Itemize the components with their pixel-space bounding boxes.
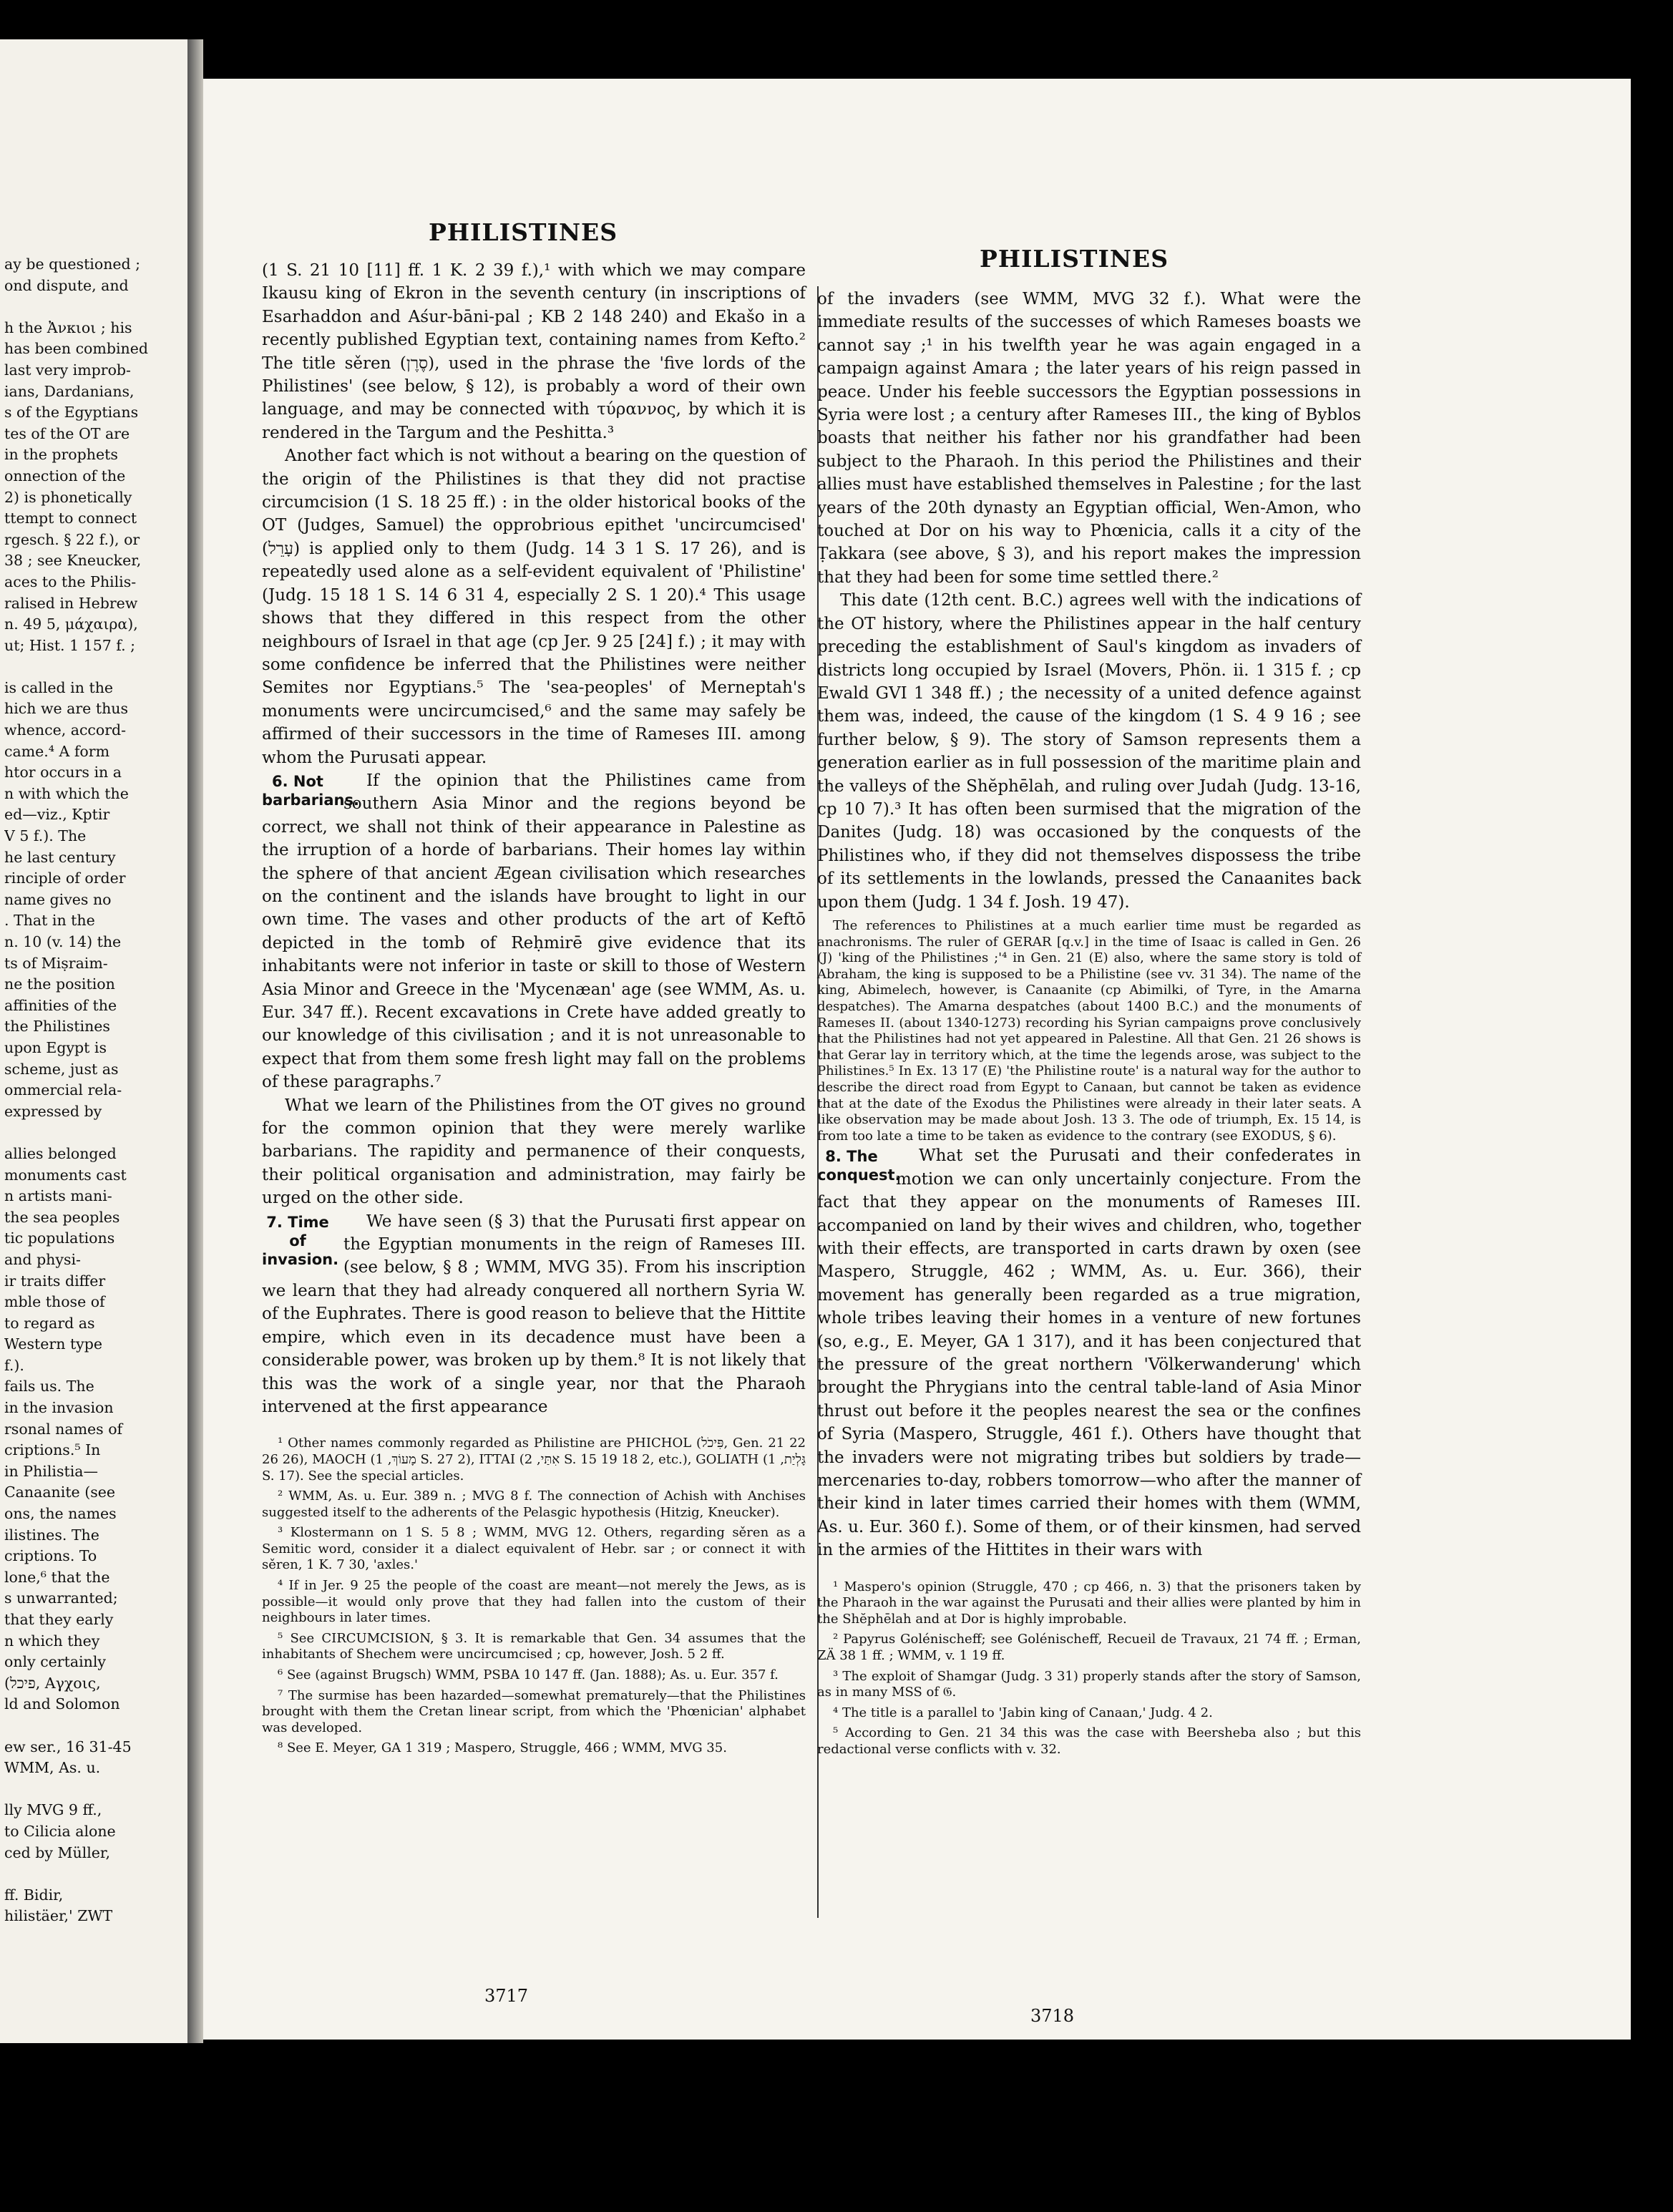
- fragment-line: to Cilicia alone: [4, 1822, 116, 1840]
- footnote: ⁴ The title is a parallel to 'Jabin king of Canaan,' Judg. 4 2.: [833, 1705, 1213, 1720]
- fragment-line: [4, 296, 185, 318]
- fragment-line: [4, 656, 185, 678]
- fragment-line: n with which the: [4, 784, 129, 802]
- fragment-line: he last century: [4, 848, 116, 866]
- fragment-line: came.⁴ A form: [4, 742, 110, 760]
- running-head-left: PHILISTINES: [429, 218, 618, 246]
- page-number-left: 3717: [484, 1986, 529, 2006]
- left-fragment-column: [4, 254, 185, 1927]
- footnote: ² Papyrus Golénischeff; see Golénischeff, Recueil de Travaux, 21 74 ff. ; Erman, ZÄ 38 1 ff. ; WMM, v. 1 19 ff.: [817, 1632, 1361, 1663]
- fragment-line: ommercial rela-: [4, 1081, 122, 1099]
- fragment-line: whence, accord-: [4, 721, 127, 739]
- paragraph-text: What set the Purusati and their confederates in motion we can only uncertainly conjecture. From the fact that they appear on the monuments of Rameses III. accompanied on land by their wives and children, who, together with their effects, are transported in carts drawn by oxen (see Maspero, Struggle, 462 ; WMM, As. u. Eur. 366), their movement has generally been regarded as a true migration, whole tribes leaving their homes in a venture of new fortunes (so, e.g., E. Meyer, GA 1 317), and it has been conjectured that the pressure of the great northern 'Völkerwanderung' which brought the Phrygians into the central table-land of Asia Minor thrust out before it the peoples nearest the sea or the confines of Syria (Maspero, Struggle, 461 f.). Others have thought that the invaders were not migrating tribes but soldiers by trade—mercenaries to-day, robbers tomorrow—who after the manner of their kind in later times carried their homes with them (WMM, As. u. Eur. 360 f.). Some of them, or of their kinsmen, had served in the armies of the Hittites in their wars with: [817, 1146, 1361, 1560]
- fragment-line: n which they: [4, 1632, 100, 1650]
- fragment-line: upon Egypt is: [4, 1038, 107, 1056]
- fragment-line: that they early: [4, 1611, 114, 1628]
- fragment-line: to regard as: [4, 1314, 95, 1332]
- fragment-line: in the invasion: [4, 1399, 114, 1417]
- fragment-line: V 5 f.). The: [4, 827, 87, 845]
- fragment-line: ralised in Hebrew: [4, 594, 138, 612]
- fragment-line: WMM, As. u.: [4, 1759, 101, 1777]
- fragment-line: ff. Bidir,: [4, 1886, 64, 1904]
- page-spread: [203, 79, 1631, 2040]
- fragment-line: the sea peoples: [4, 1208, 120, 1226]
- footnote: ² WMM, As. u. Eur. 389 n. ; MVG 8 f. The connection of Achish with Anchises suggested itself to the adherents of the Pelasgic hypothesis (Hitzig, Kneucker).: [262, 1489, 806, 1520]
- fragment-line: rgesch. § 22 f.), or: [4, 530, 140, 548]
- fragment-line: [4, 1122, 185, 1144]
- column-left: [262, 259, 806, 1757]
- paragraph: (1 S. 21 10 [11] ff. 1 K. 2 39 f.),¹ with which we may compare Ikausu king of Ekron in the seventh century (in inscriptions of Esarhaddon and Aśur-bāni-pal ; KB 2 148 240) and Ekašo in a recently published Egyptian text, containing names from Kefto.² The title sěren (סֶרֶן), used in the phrase the 'five lords of the Philistines' (see below, § 12), is probably a word of their own language, and may be connected with τύραννος, by which it is rendered in the Targum and the Peshitta.³: [262, 261, 806, 442]
- fragment-line: ed—viz., Kptir: [4, 806, 110, 824]
- sidenote: 8. The conquest.: [817, 1148, 901, 1184]
- fragment-line: tic populations: [4, 1229, 115, 1247]
- paragraph: of the invaders (see WMM, MVG 32 f.). What were the immediate results of the successes of which Rameses boasts we cannot say ;¹ in his twelfth year he was again engaged in a campaign against Amara ; the later years of his reign passed in peace. Under his feeble successors the Egyptian possessions in Syria were lost ; a century after Rameses III., the king of Byblos boasts that neither his father nor his grandfather had been subject to the Pharaoh. In this period the Philistines and their allies must have established themselves in Palestine ; for the last years of the 20th dynasty an Egyptian official, Wen-Amon, who touched at Dor on his way to Phœnicia, calls it a city of the Ṭakkara (see above, § 3), and his report makes the impression that they had been for some time settled there.²: [817, 290, 1361, 587]
- paragraph-with-sidenote: [817, 1144, 1361, 1561]
- fragment-line: lone,⁶ that the: [4, 1568, 110, 1586]
- fragment-line: last very improb-: [4, 361, 131, 379]
- paragraph-with-sidenote: [262, 1210, 806, 1419]
- fragment-line: n. 49 5, μάχαιρα),: [4, 615, 138, 633]
- fragment-line: hilistäer,' ZWT: [4, 1907, 113, 1925]
- footnote: ³ The exploit of Shamgar (Judg. 3 31) properly stands after the story of Samson, as in many MSS of 𝔊.: [817, 1668, 1361, 1700]
- fragment-line: allies belonged: [4, 1144, 117, 1162]
- footnote: ⁴ If in Jer. 9 25 the people of the coast are meant—not merely the Jews, as is possible—it would only prove that they had fallen into the custom of their neighbours in later times.: [262, 1578, 806, 1626]
- fragment-line: ay be questioned ;: [4, 255, 141, 273]
- fragment-line: the Philistines: [4, 1018, 110, 1036]
- fragment-line: and physi-: [4, 1250, 81, 1268]
- paragraph-with-sidenote: [262, 769, 806, 1094]
- fragment-line: criptions.⁵ In: [4, 1441, 101, 1459]
- fragment-line: [4, 1863, 185, 1885]
- footnote: ⁵ According to Gen. 21 34 this was the case with Beersheba also ; but this redactional verse conflicts with v. 32.: [817, 1725, 1361, 1757]
- fragment-line: only certainly: [4, 1653, 106, 1671]
- page-number-right: 3718: [1030, 2006, 1075, 2026]
- footnote: ¹ Maspero's opinion (Struggle, 470 ; cp 466, n. 3) that the prisoners taken by the Pharaoh in the war against the Purusati and their allies were planted by him in the Shĕphēlah and at Dor is highly improbable.: [817, 1579, 1361, 1627]
- small-print-paragraph: The references to Philistines at a much earlier time must be regarded as anachronisms. The ruler of GERAR [q.v.] in the time of Isaac is called in Gen. 26 (J) 'king of the Philistines ;'⁴ in Gen. 21 (E) also, where the same story is told of Abraham, the king is supposed to be a Philistine (see vv. 31 34). The name of the king, Abimelech, however, is Canaanite (cp Abimilki, of Tyre, in the Amarna despatches). The Amarna despatches (about 1400 B.C.) and the monuments of Rameses II. (about 1340-1273) recording his Syrian campaigns prove conclusively that the Philistines had not yet appeared in Palestine. All that Gen. 21 26 shows is that Gerar lay in territory which, at the time the legends arose, was subject to the Philistines.⁵ In Ex. 13 17 (E) 'the Philistine route' is a natural way for the author to describe the direct road from Egypt to Canaan, but cannot be taken as evidence that at the date of the Exodus the Philistines were already in their later seats. A like observation may be made about Josh. 13 3. The ode of triumph, Ex. 15 14, is from too late a time to be taken as evidence to the contrary (see EXODUS, § 6).: [817, 917, 1361, 1144]
- fragment-line: ians, Dardanians,: [4, 382, 135, 400]
- sidenote: 6. Not barbarians.: [262, 772, 359, 809]
- fragment-line: s of the Egyptians: [4, 404, 139, 422]
- paragraph: What we learn of the Philistines from the OT gives no ground for the common opinion that they were merely warlike barbarians. The rapidity and permanence of their conquests, their political organisation and administration, may fairly be urged on the other side.: [262, 1096, 806, 1208]
- fragment-line: name gives no: [4, 890, 112, 908]
- fragment-line: in the prophets: [4, 446, 118, 464]
- fragment-line: ttempt to connect: [4, 510, 137, 527]
- fragment-line: ir traits differ: [4, 1272, 106, 1290]
- fragment-line: ond dispute, and: [4, 276, 129, 294]
- fragment-line: monuments cast: [4, 1166, 127, 1184]
- fragment-line: is called in the: [4, 678, 114, 696]
- fragment-line: ut; Hist. 1 157 f. ;: [4, 636, 136, 654]
- fragment-line: f.).: [4, 1356, 24, 1374]
- fragment-line: 2) is phonetically: [4, 488, 132, 506]
- paragraph-text: If the opinion that the Philistines came from southern Asia Minor and the regions beyond be correct, we shall not think of their appearance in Palestine as the irruption of a horde of barbarians. Their homes lay within the sphere of that ancient Ægean civilisation which researches on the continent and the islands have brought to light in our own time. The vases and other products of the art of Keftō depicted in the tomb of Reḥmirē give evidence that its inhabitants were not inferior in taste or skill to those of Western Asia Minor and Greece in the 'Mycenæan' age (see WMM, As. u. Eur. 347 ff.). Recent excavations in Crete have added greatly to our knowledge of this civilisation ; and it is not unreasonable to expect that from them some fresh light may fall on the problems of these paragraphs.⁷: [262, 771, 806, 1092]
- fragment-line: ne the position: [4, 975, 115, 993]
- footnotes: [262, 1436, 806, 1757]
- fragment-line: (פיכל, Αγχοις,: [4, 1674, 101, 1692]
- fragment-line: s unwarranted;: [4, 1589, 118, 1607]
- fragment-line: ew ser., 16 31-45: [4, 1738, 132, 1755]
- fragment-line: mble those of: [4, 1293, 105, 1311]
- fragment-line: in Philistia—: [4, 1462, 98, 1480]
- book-gutter: [187, 39, 203, 2043]
- fragment-line: Canaanite (see: [4, 1483, 115, 1501]
- fragment-line: [4, 1715, 185, 1737]
- fragment-line: affinities of the: [4, 996, 117, 1014]
- fragment-line: n artists mani-: [4, 1187, 112, 1205]
- fragment-line: lly MVG 9 ff.,: [4, 1801, 102, 1819]
- footnotes: [817, 1579, 1361, 1758]
- fragment-line: htor occurs in a: [4, 764, 122, 781]
- fragment-line: h the Ἀνκιοι ; his: [4, 318, 132, 336]
- paragraph: This date (12th cent. B.C.) agrees well with the indications of the OT history, where the Philistines appear in the half century preceding the establishment of Saul's kingdom as invaders of districts long occupied by Israel (Movers, Phön. ii. 1 315 f. ; cp Ewald GVI 1 348 ff.) ; the necessity of a united defence against them was, indeed, the cause of the kingdom (1 S. 4 9 16 ; see further below, § 9). The story of Samson represents them a generation earlier as in full possession of the maritime plain and the valleys of the Shĕphēlah, and ruling over Judah (Judg. 13-16, cp 10 7).³ It has often been surmised that the migration of the Danites (Judg. 18) was occasioned by the conquests of the Philistines who, if they did not themselves dispossess the tribe of its settlements in the lowlands, pressed the Canaanites back upon them (Judg. 1 34 f. Josh. 19 47).: [817, 591, 1361, 912]
- paragraph: Another fact which is not without a bearing on the question of the origin of the Philistines is that they did not practise circumcision (1 S. 18 25 ff.) : in the older historical books of the OT (Judges, Samuel) the opprobrious epithet 'uncircumcised' (עָרֵל) is applied only to them (Judg. 14 3 1 S. 17 26), and is repeatedly used alone as a self-evident equivalent of 'Philistine' (Judg. 15 18 1 S. 14 6 31 4, especially 2 S. 1 20).⁴ This usage shows that they differed in this respect from the other neighbours of Israel in that age (cp Jer. 9 25 [24] f.) ; it may with some confidence be inferred that the Philistines were neither Semites nor Egyptians.⁵ The 'sea-peoples' of Merneptah's monuments were uncircumcised,⁶ and the same may safely be affirmed of their successors in the time of Rameses III. among whom the Purusati appear.: [262, 447, 806, 767]
- running-head-right: PHILISTINES: [980, 245, 1169, 273]
- footnote: ³ Klostermann on 1 S. 5 8 ; WMM, MVG 12. Others, regarding sěren as a Semitic word, consider it a dialect equivalent of Hebr. sar ; or connect it with sěren, 1 K. 7 30, 'axles.': [262, 1525, 806, 1573]
- fragment-line: fails us. The: [4, 1378, 94, 1395]
- paragraph-text: We have seen (§ 3) that the Purusati first appear on the Egyptian monuments in the reign of Rameses III. (see below, § 8 ; WMM, MVG 35). From his inscription we learn that they had already conquered all northern Syria W. of the Euphrates. There is good reason to believe that the Hittite empire, which even in its decadence must have been a considerable power, was broken up by them.⁸ It is not likely that this was the work of a single year, nor that the Pharaoh intervened at the first appearance: [262, 1212, 806, 1416]
- fragment-line: 38 ; see Kneucker,: [4, 552, 142, 570]
- fragment-line: expressed by: [4, 1102, 102, 1120]
- fragment-line: rsonal names of: [4, 1420, 123, 1438]
- fragment-line: ced by Müller,: [4, 1843, 110, 1861]
- fragment-line: . That in the: [4, 912, 95, 930]
- footnote: ⁵ See CIRCUMCISION, § 3. It is remarkable that Gen. 34 assumes that the inhabitants of Shechem were uncircumcised ; cp, however, Josh. 5 2 ff.: [262, 1630, 806, 1662]
- footnote: ¹ Other names commonly regarded as Philistine are PHICHOL (פִּיכֹל, Gen. 21 22 26 26), MAOCH (מָעוֹךְ, 1 S. 27 2), ITTAI (אִתַּי, 2 S. 15 19 18 2, etc.), GOLIATH (גָּלְיַת, 1 S. 17). See the special articles.: [262, 1436, 806, 1483]
- fragment-line: aces to the Philis-: [4, 573, 137, 590]
- fragment-line: ld and Solomon: [4, 1695, 120, 1713]
- fragment-line: onnection of the: [4, 467, 126, 484]
- fragment-line: ilistines. The: [4, 1526, 99, 1544]
- fragment-line: ts of Miṣraim-: [4, 954, 108, 972]
- fragment-line: rinciple of order: [4, 869, 126, 887]
- footnote: ⁷ The surmise has been hazarded—somewhat prematurely—that the Philistines brought with them the Cretan linear script, from which the 'Phœnician' alphabet was developed.: [262, 1687, 806, 1735]
- fragment-line: scheme, just as: [4, 1060, 119, 1078]
- fragment-line: criptions. To: [4, 1547, 97, 1565]
- fragment-line: hich we are thus: [4, 700, 128, 718]
- fragment-line: n. 10 (v. 14) the: [4, 933, 122, 950]
- fragment-line: [4, 1779, 185, 1801]
- footnote: ⁸ See E. Meyer, GA 1 319 ; Maspero, Struggle, 466 ; WMM, MVG 35.: [278, 1740, 727, 1756]
- fragment-line: Western type: [4, 1335, 103, 1353]
- left-page-fragment: [0, 39, 187, 2043]
- fragment-line: ons, the names: [4, 1505, 117, 1523]
- fragment-line: tes of the OT are: [4, 424, 130, 442]
- footnote: ⁶ See (against Brugsch) WMM, PSBA 10 147 ff. (Jan. 1888); As. u. Eur. 357 f.: [278, 1667, 779, 1683]
- sidenote: 7. Time of invasion.: [262, 1213, 339, 1268]
- fragment-line: has been combined: [4, 340, 148, 358]
- column-right: [817, 288, 1361, 1758]
